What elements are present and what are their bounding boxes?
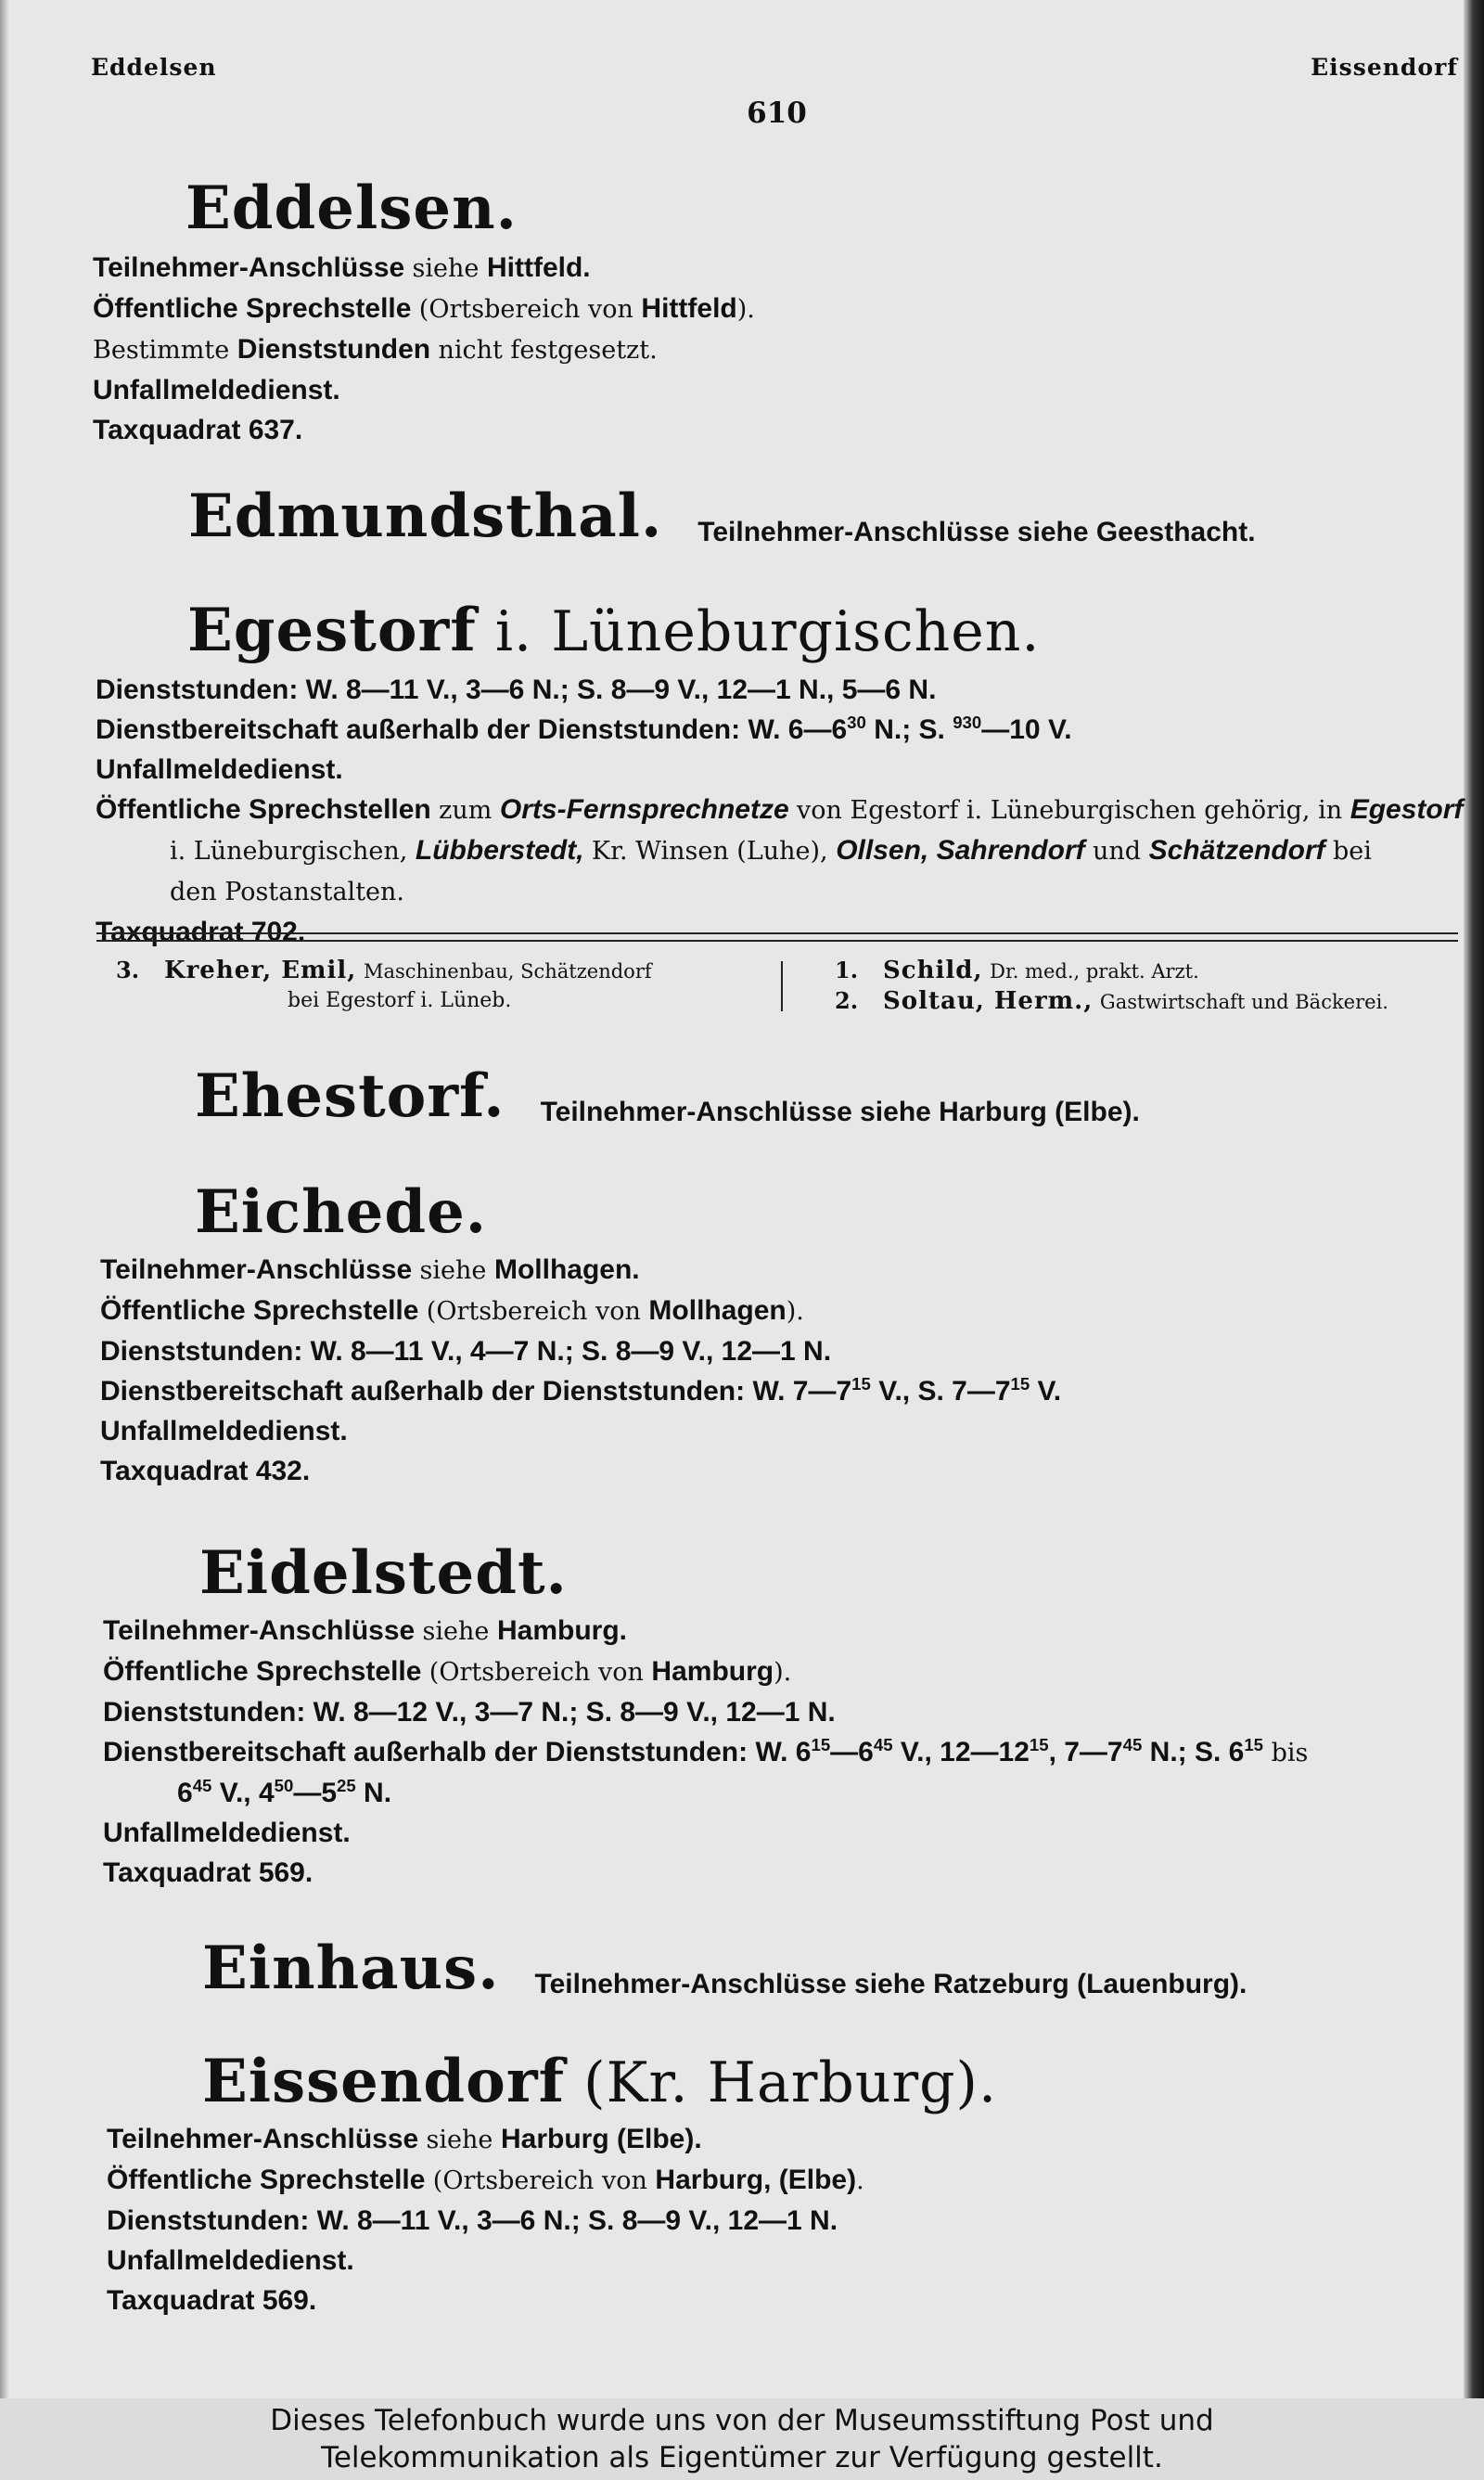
entry-eichede [0, 1177, 1461, 1491]
entry-lines [100, 1250, 1461, 1491]
entry-lines [103, 1611, 1461, 1893]
cross-reference: Teilnehmer-Anschlüsse siehe Harburg (Elbe). [540, 1096, 1140, 1127]
page-number: 610 [747, 96, 807, 130]
subscriber-row: 2. Soltau, Herm., Gastwirtschaft und Bäckerei. [835, 987, 1388, 1015]
subscriber-column-left [116, 956, 784, 1016]
subscriber-row: 1. Schild, Dr. med., prakt. Arzt. [835, 957, 1199, 984]
entry-eissendorf [0, 2047, 1461, 2320]
cross-reference: Teilnehmer-Anschlüsse siehe Geesthacht. [697, 516, 1256, 547]
entry-line: Taxquadrat 569. [103, 1857, 313, 1888]
entry-line: Dienststunden: W. 8—11 V., 3—6 N.; S. 8—9 V., 12—1 N. [107, 2205, 838, 2236]
double-rule [96, 932, 1458, 934]
entry-line: Bestimmte Dienststunden nicht festgesetzt. [93, 334, 658, 365]
attribution-footer [0, 2398, 1484, 2480]
entry-line: Unfallmeldedienst. [103, 1818, 351, 1848]
entry-line: Unfallmeldedienst. [107, 2245, 354, 2276]
entry-line: Dienststunden: W. 8—12 V., 3—7 N.; S. 8—9 V., 12—1 N. [103, 1697, 836, 1728]
cross-reference: Teilnehmer-Anschlüsse siehe Ratzeburg (Lauenburg). [534, 1968, 1247, 1999]
footer-line-1: Dieses Telefonbuch wurde uns von der Museumsstiftung Post und [270, 2404, 1214, 2437]
entry-line: Teilnehmer-Anschlüsse siehe Harburg (Elbe). [107, 2124, 702, 2154]
entry-line: Unfallmeldedienst. [93, 375, 340, 405]
column-divider [781, 961, 783, 1011]
entry-egestorf [0, 596, 1464, 952]
entry-line: Öffentliche Sprechstelle (Ortsbereich von Hittfeld). [93, 293, 755, 324]
entry-line: Dienstbereitschaft außerhalb der Dienststunden: W. $6^{15}—6^{45}$ V., $12—12^{15}$, $7—7^{45}$ N.; S. $6^{15}$ bis [103, 1735, 1309, 1767]
entry-line: Unfallmeldedienst. [100, 1416, 348, 1446]
running-head-left: Eddelsen [91, 54, 217, 81]
subscriber-row: 3. Kreher, Emil, Maschinenbau, Schätzendorf [116, 957, 652, 984]
double-rule [96, 940, 1458, 942]
entry-edmundsthal [188, 482, 1484, 551]
entry-line: Dienststunden: W. 8—11 V., 3—6 N.; S. 8—9 V., 12—1 N., 5—6 N. [96, 675, 937, 705]
entry-line: Öffentliche Sprechstelle (Ortsbereich von Hamburg). [103, 1656, 792, 1687]
page-binding-shadow [1464, 0, 1484, 2398]
entry-line: Dienstbereitschaft außerhalb der Dienststunden: W. $6—6^{30}$ N.; S. $^{930}$—10 V. [96, 713, 1072, 745]
entry-line: Öffentliche Sprechstelle (Ortsbereich von Harburg, (Elbe). [107, 2165, 864, 2195]
entry-line: Dienstbereitschaft außerhalb der Dienststunden: W. $7—7^{15}$ V., S. $7—7^{15}$ V. [100, 1374, 1062, 1407]
entry-line: Taxquadrat 569. [107, 2285, 317, 2316]
entry-line: den Postanstalten. [170, 878, 404, 906]
entry-line: Teilnehmer-Anschlüsse siehe Mollhagen. [100, 1254, 640, 1285]
entry-line: i. Lüneburgischen, Lübberstedt, Kr. Winsen (Luhe), Ollsen, Sahrendorf und Schätzendorf bei [170, 835, 1372, 866]
entry-line: $6^{45}$ V., $4^{50}—5^{25}$ N. [177, 1776, 392, 1808]
entry-line: Öffentliche Sprechstellen zum Orts-Fernsprechnetze von Egestorf i. Lüneburgischen gehörig, in Egestorf [96, 794, 1464, 825]
entry-line: Teilnehmer-Anschlüsse siehe Hamburg. [103, 1615, 627, 1646]
place-name: Edmundsthal. [188, 482, 663, 551]
place-name: Ehestorf. [195, 1061, 505, 1131]
entry-line: Unfallmeldedienst. [96, 754, 343, 785]
entry-ehestorf [195, 1061, 1484, 1131]
entry-line: Öffentliche Sprechstelle (Ortsbereich von Mollhagen). [100, 1295, 804, 1326]
place-name: Eddelsen. [186, 173, 518, 243]
entry-lines [107, 2119, 1461, 2320]
subscriber-column-right [835, 956, 1484, 1017]
entry-line: Teilnehmer-Anschlüsse siehe Hittfeld. [93, 252, 591, 283]
place-name: Eidelstedt. [199, 1538, 568, 1608]
entry-line: Taxquadrat 432. [100, 1456, 311, 1486]
entry-lines [93, 248, 1461, 450]
subscriber-location: bei Egestorf i. Lüneb. [288, 989, 512, 1012]
place-name: Eichede. [195, 1177, 488, 1247]
entry-line: Dienststunden: W. 8—11 V., 4—7 N.; S. 8—9 V., 12—1 N. [100, 1336, 832, 1367]
running-head-right: Eissendorf [1311, 54, 1458, 81]
place-name: Einhaus. [202, 1934, 500, 2003]
entry-line: Taxquadrat 702. [96, 917, 306, 947]
entry-eidelstedt [0, 1538, 1461, 1893]
place-name: Eissendorf (Kr. Harburg). [202, 2047, 998, 2116]
entry-line: Taxquadrat 637. [93, 415, 303, 445]
entry-lines [96, 670, 1464, 952]
entry-einhaus [202, 1934, 1484, 2003]
place-name: Egestorf i. Lüneburgischen. [187, 596, 1041, 665]
footer-line-2: Telekommunikation als Eigentümer zur Verfügung gestellt. [321, 2441, 1163, 2474]
entry-eddelsen [0, 173, 1461, 450]
